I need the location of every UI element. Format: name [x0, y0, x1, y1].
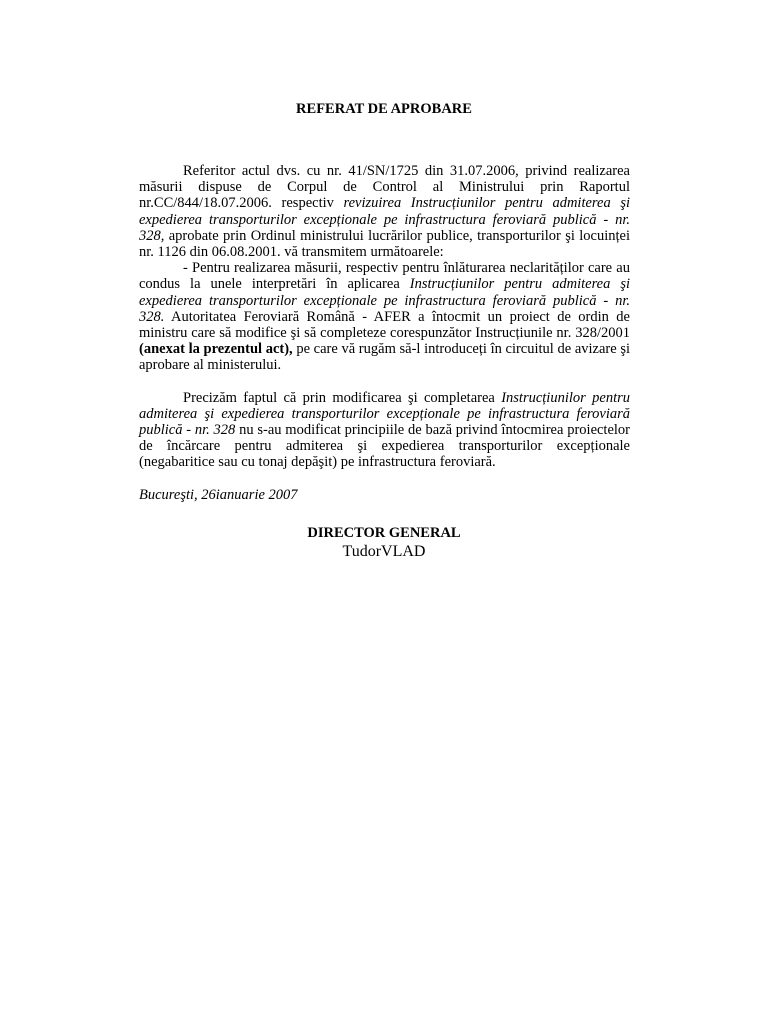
paragraph-text: nu s-au modificat principiile de bază privind întocmirea proiectelor de încărcare pentru admiterea şi expedierea transporturilor excepționale (negabaritice sau cu tonaj depăşit) pe infrastructura feroviară.: [139, 422, 631, 471]
paragraph-reference: [139, 163, 630, 260]
paragraph-text: - Pentru realizarea măsurii, respectiv pentru înlăturarea neclarităților care au condus la unele interpretări în aplicarea: [139, 260, 630, 293]
paragraph-italic-text: revizuirea Instrucțiunilor pentru admiterea şi expedierea transporturilor excepționale pe infrastructura feroviară publică - nr. 328,: [139, 195, 630, 244]
paragraph-bold-text: (anexat la prezentul act),: [139, 341, 293, 358]
paragraph-text: aprobate prin Ordinul ministrului lucrărilor publice, transporturilor şi locuinței nr. 1126 din 06.08.2001. vă transmitem următoarele:: [139, 227, 630, 261]
signatory-role: DIRECTOR GENERAL: [307, 525, 461, 541]
paragraph-clarification: [139, 390, 630, 471]
paragraph-italic-text: Instrucțiunilor pentru admiterea şi expedierea transporturilor excepționale pe infrastructura feroviară publică - nr. 328.: [139, 276, 630, 325]
paragraph-text: Referitor actul dvs. cu nr. 41/SN/1725 din 31.07.2006, privind realizarea măsurii dispuse de Corpul de Control al Ministrului prin Raportul nr.CC/844/18.07.2006. respectiv: [139, 163, 630, 212]
paragraph-text: pe care vă rugăm să-l introduceți în circuitul de avizare şi aprobare al ministerului.: [139, 341, 631, 374]
document-body: [139, 163, 630, 503]
document-date: Bucureşti, 26ianuarie 2007: [139, 486, 298, 503]
paragraph-measure: [139, 260, 630, 373]
document-title: REFERAT DE APROBARE: [296, 101, 472, 117]
signature-block: [0, 524, 768, 562]
paragraph-text: Precizăm faptul că prin modificarea şi completarea: [183, 389, 502, 406]
paragraph-italic-text: Instrucțiunilor pentru admiterea şi expedierea transporturilor excepționale pe infrastructura feroviară publică - nr. 328: [139, 389, 630, 439]
paragraph-text: Autoritatea Feroviară Română - AFER a întocmit un proiect de ordin de ministru care să modifice şi să completeze corespunzător Instrucțiunile nr. 328/2001: [139, 308, 630, 342]
signatory-name: TudorVLAD: [342, 543, 426, 560]
